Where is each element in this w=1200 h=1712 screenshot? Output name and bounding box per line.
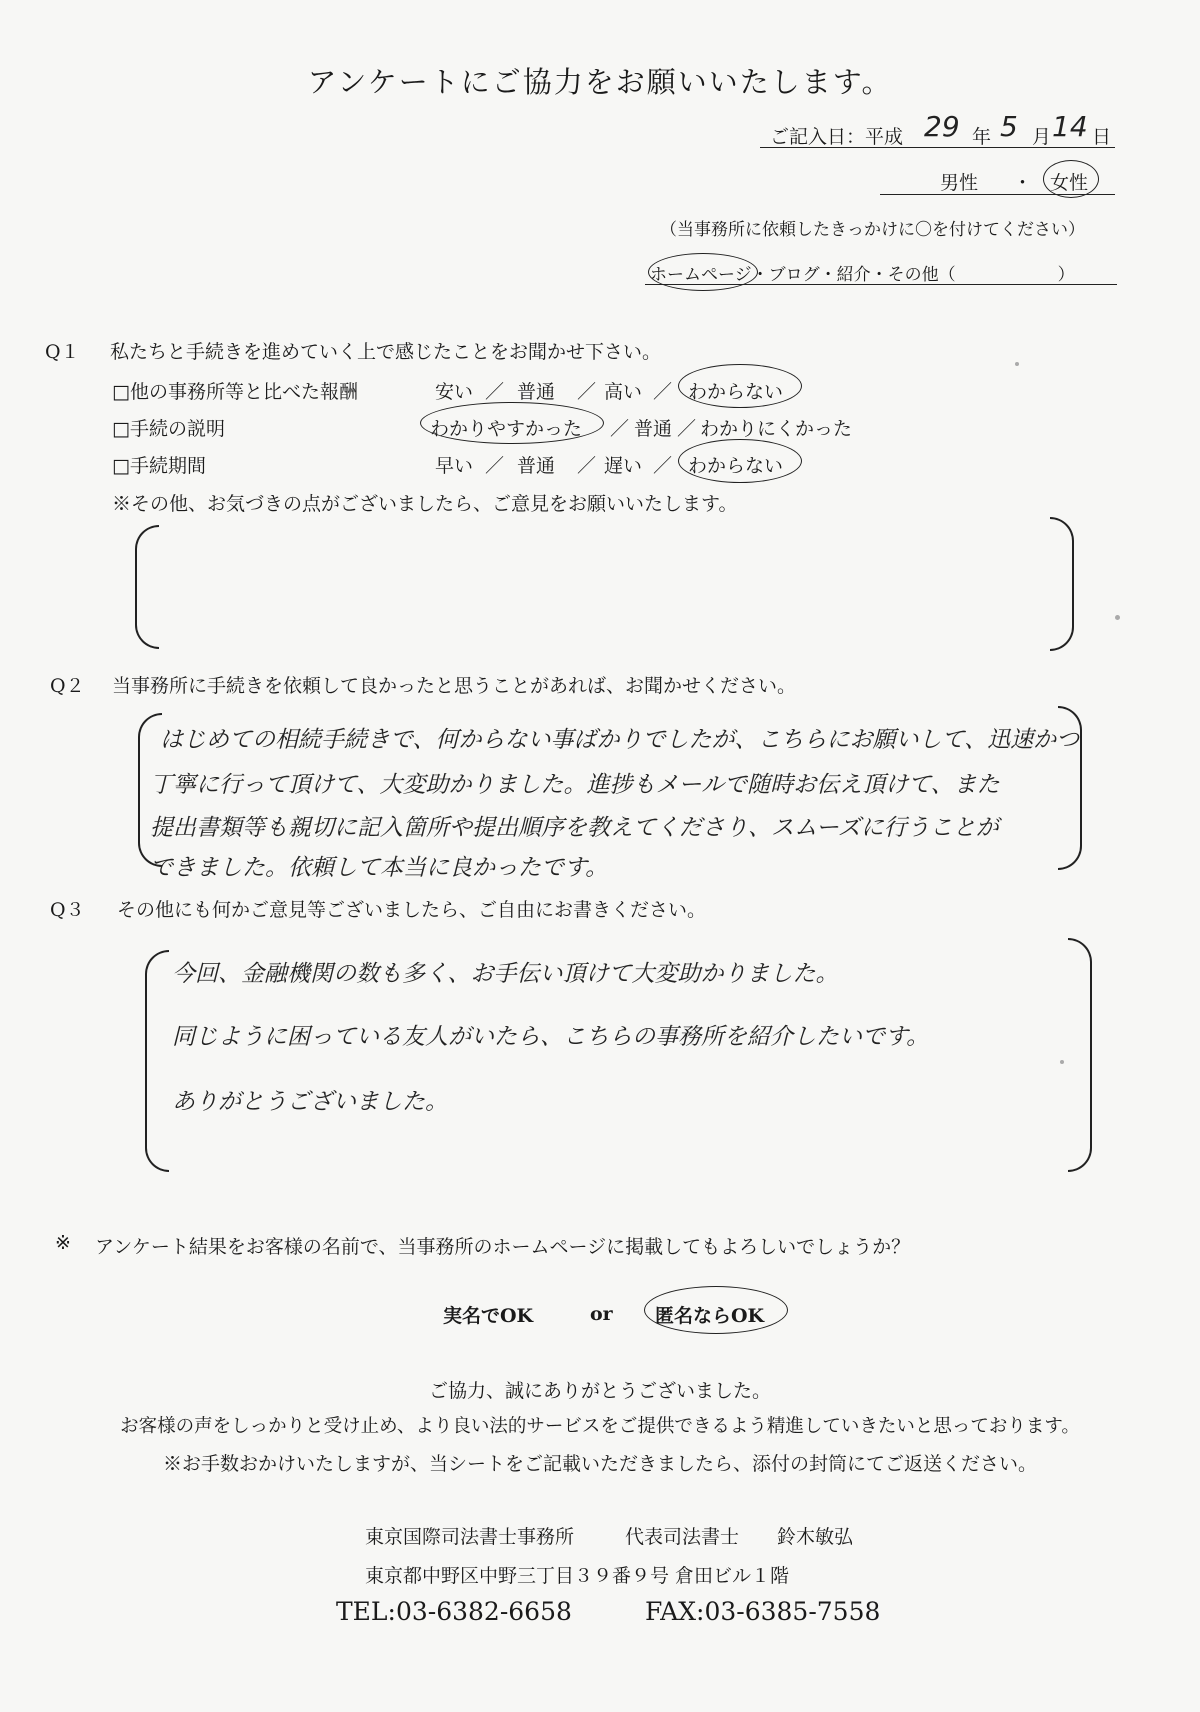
option-separator: ／ (677, 418, 697, 440)
option-separator: ／ (485, 381, 505, 403)
q1-question: 私たちと手続きを進めていく上で感じたことをお聞かせ下さい。 (110, 341, 662, 363)
option-separator: ／ (610, 418, 630, 440)
q2-question: 当事務所に手続きを依頼して良かったと思うことがあれば、お聞かせください。 (112, 675, 797, 697)
q1-label: Q１ (45, 341, 80, 363)
selected-circle-fee (678, 364, 802, 408)
date-label: ご記入日：平成 (770, 126, 904, 148)
option-separator: ／ (577, 455, 597, 477)
q2-label: Q２ (50, 675, 85, 697)
q1-row-period-opt-unknown: わからない (688, 455, 784, 477)
date-month: 5 (1000, 110, 1018, 143)
q3-answer-line: 今回、金融機関の数も多く、お手伝い頂けて大変助かりました。 (172, 961, 839, 987)
q3-question: その他にも何かご意見等ございましたら、ご自由にお書きください。 (117, 899, 707, 921)
trigger-options: ホームページ・ブログ・紹介・その他（ ） (650, 265, 1075, 285)
q3-bracket-right (1068, 938, 1092, 1172)
q1-row-period-opt-fast: 早い (435, 455, 474, 477)
option-separator: ／ (577, 381, 597, 403)
office-name: 東京国際司法書士事務所 (365, 1526, 575, 1548)
q3-bracket-left (145, 950, 169, 1172)
q1-row-explain-item: □手続の説明 (112, 418, 225, 440)
date-day: 14 (1052, 110, 1088, 143)
publish-mark: ※ (55, 1232, 71, 1254)
q1-bracket-right (1050, 517, 1074, 651)
q2-answer-line: はじめての相続手続きで、何からない事ばかりでしたが、こちらにお願いして、迅速かつ (160, 727, 1080, 753)
office-tel: TEL:03-6382-6658 (336, 1597, 572, 1626)
q1-row-explain-opt-normal: 普通 (634, 418, 673, 440)
date-day-unit: 日 (1092, 126, 1112, 148)
scan-speck (1015, 362, 1019, 366)
rep-name: 鈴木敏弘 (777, 1526, 854, 1548)
q2-answer-line: 丁寧に行って頂けて、大変助かりました。進捗もメールで随時お伝え頂けて、また (150, 772, 1000, 798)
q1-row-fee-opt-cheap: 安い (435, 381, 474, 403)
q1-row-fee-opt-high: 高い (604, 381, 643, 403)
rep-title: 代表司法書士 (625, 1526, 740, 1548)
q1-row-period-opt-slow: 遅い (604, 455, 643, 477)
option-separator: ／ (653, 381, 673, 403)
q1-row-explain-opt-unclear: わかりにくかった (700, 418, 853, 440)
footer-return-note: ※お手数おかけいたしますが、当シートをご記載いただきましたら、添付の封筒にてご返送ください。 (162, 1453, 1037, 1475)
q1-row-fee-opt-normal: 普通 (517, 381, 556, 403)
q3-answer-line: 同じように困っている友人がいたら、こちらの事務所を紹介したいです。 (172, 1024, 930, 1050)
footer-thanks: ご協力、誠にありがとうございました。 (428, 1380, 771, 1402)
date-year-unit: 年 (972, 126, 992, 148)
selected-circle-female (1043, 160, 1099, 198)
q1-row-fee-item: □他の事務所等と比べた報酬 (112, 381, 358, 403)
q1-row-explain-opt-clear: わかりやすかった (430, 418, 583, 440)
q2-answer-line: 提出書類等も親切に記入箇所や提出順序を教えてくださり、スムーズに行うことが (150, 815, 999, 841)
scan-speck (1115, 615, 1120, 620)
q1-row-period-item: □手続期間 (112, 455, 206, 477)
trigger-note: （当事務所に依頼したきっかけに〇を付けてください） (660, 220, 1085, 240)
date-year: 29 (924, 110, 960, 143)
office-fax: FAX:03-6385-7558 (645, 1597, 881, 1626)
publish-question: アンケート結果をお客様の名前で、当事務所のホームページに掲載してもよろしいでしょうか？ (95, 1236, 911, 1258)
option-separator: ／ (653, 455, 673, 477)
office-address: 東京都中野区中野三丁目３９番９号 倉田ビル１階 (365, 1565, 790, 1587)
footer-message: お客様の声をしっかりと受け止め、より良い法的サービスをご提供できるよう精進していきたいと思っております。 (120, 1416, 1080, 1437)
q1-bracket-left (135, 525, 159, 649)
selected-circle-explain (420, 402, 604, 444)
q1-row-fee-opt-unknown: わからない (688, 381, 784, 403)
gender-female: 女性 (1050, 172, 1089, 194)
q3-label: Q３ (50, 899, 85, 921)
q1-row-period-opt-normal: 普通 (517, 455, 556, 477)
gender-male: 男性 (940, 172, 979, 194)
selected-circle-period (678, 439, 802, 483)
date-month-unit: 月 (1032, 126, 1052, 148)
page-title: アンケートにご協力をお願いいたします。 (307, 65, 893, 99)
q3-answer-line: ありがとうございました。 (172, 1089, 448, 1115)
publish-option-real: 実名でOK (443, 1305, 534, 1327)
q2-answer-line: できました。依頼して本当に良かったです。 (150, 855, 609, 881)
publish-option-anon: 匿名ならOK (655, 1305, 765, 1327)
selected-circle-homepage (648, 253, 758, 291)
publish-or: or (590, 1303, 613, 1325)
option-separator: ／ (485, 455, 505, 477)
selected-circle-anon (644, 1286, 788, 1334)
gender-separator: ・ (1013, 172, 1033, 194)
scan-speck (1060, 1060, 1064, 1064)
q1-other-prompt: ※その他、お気づきの点がございましたら、ご意見をお願いいたします。 (112, 493, 738, 515)
